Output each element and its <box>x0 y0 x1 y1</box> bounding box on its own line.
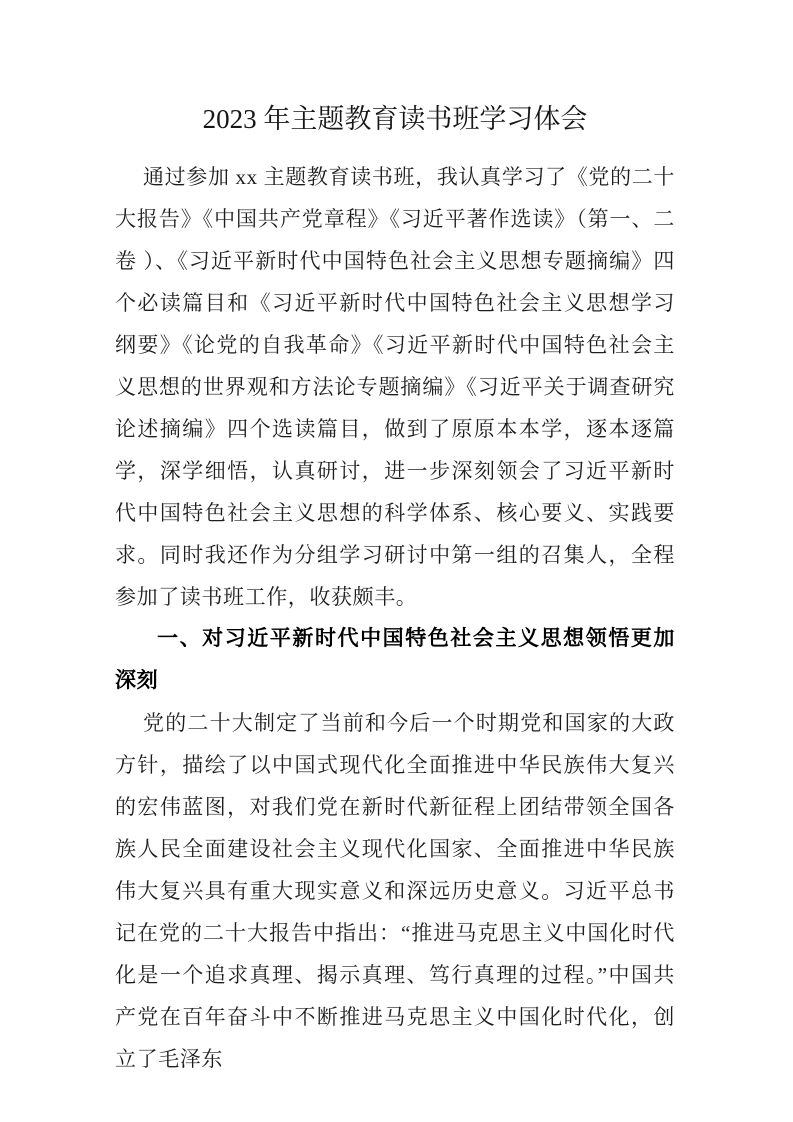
document-title: 2023 年主题教育读书班学习体会 <box>202 104 588 134</box>
section-1-paragraph: 党的二十大制定了当前和今后一个时期党和国家的大政方针，描绘了以中国式现代化全面推进中华民族伟大复兴的宏伟蓝图，对我们党在新时代新征程上团结带领全国各族人民全面建设社会主义现代化国家、全面推进中华民族伟大复兴具有重大现实意义和深远历史意义。习近平总书记在党的二十大报告中指出：“推进马克思主义中国化时代化是一个追求真理、揭示真理、笃行真理的过程。”中国共产党在百年奋斗中不断推进马克思主义中国化时代化，创立了毛泽东 <box>115 711 675 1071</box>
opening-paragraph: 通过参加 xx 主题教育读书班，我认真学习了《党的二十大报告》《中国共产党章程》《习近平著作选读》（第一、二卷 ）、《习近平新时代中国特色社会主义思想专题摘编》四个必读篇目和《习近平新时代中国特色社会主义思想学习纲要》《论党的自我革命》《习近平新时代中国特色社会主义思想的世界观和方法论专题摘编》《习近平关于调查研究论述摘编》四个选读篇目，做到了原原本本学，逐本逐篇学，深学细悟，认真研讨，进一步深刻领会了习近平新时代中国特色社会主义思想的科学体系、核心要义、实践要求。同时我还作为分组学习研讨中第一组的召集人，全程参加了读书班工作，收获颇丰。 <box>115 165 675 609</box>
section-1-heading: 一、对习近平新时代中国特色社会主义思想领悟更加深刻 <box>115 627 675 692</box>
